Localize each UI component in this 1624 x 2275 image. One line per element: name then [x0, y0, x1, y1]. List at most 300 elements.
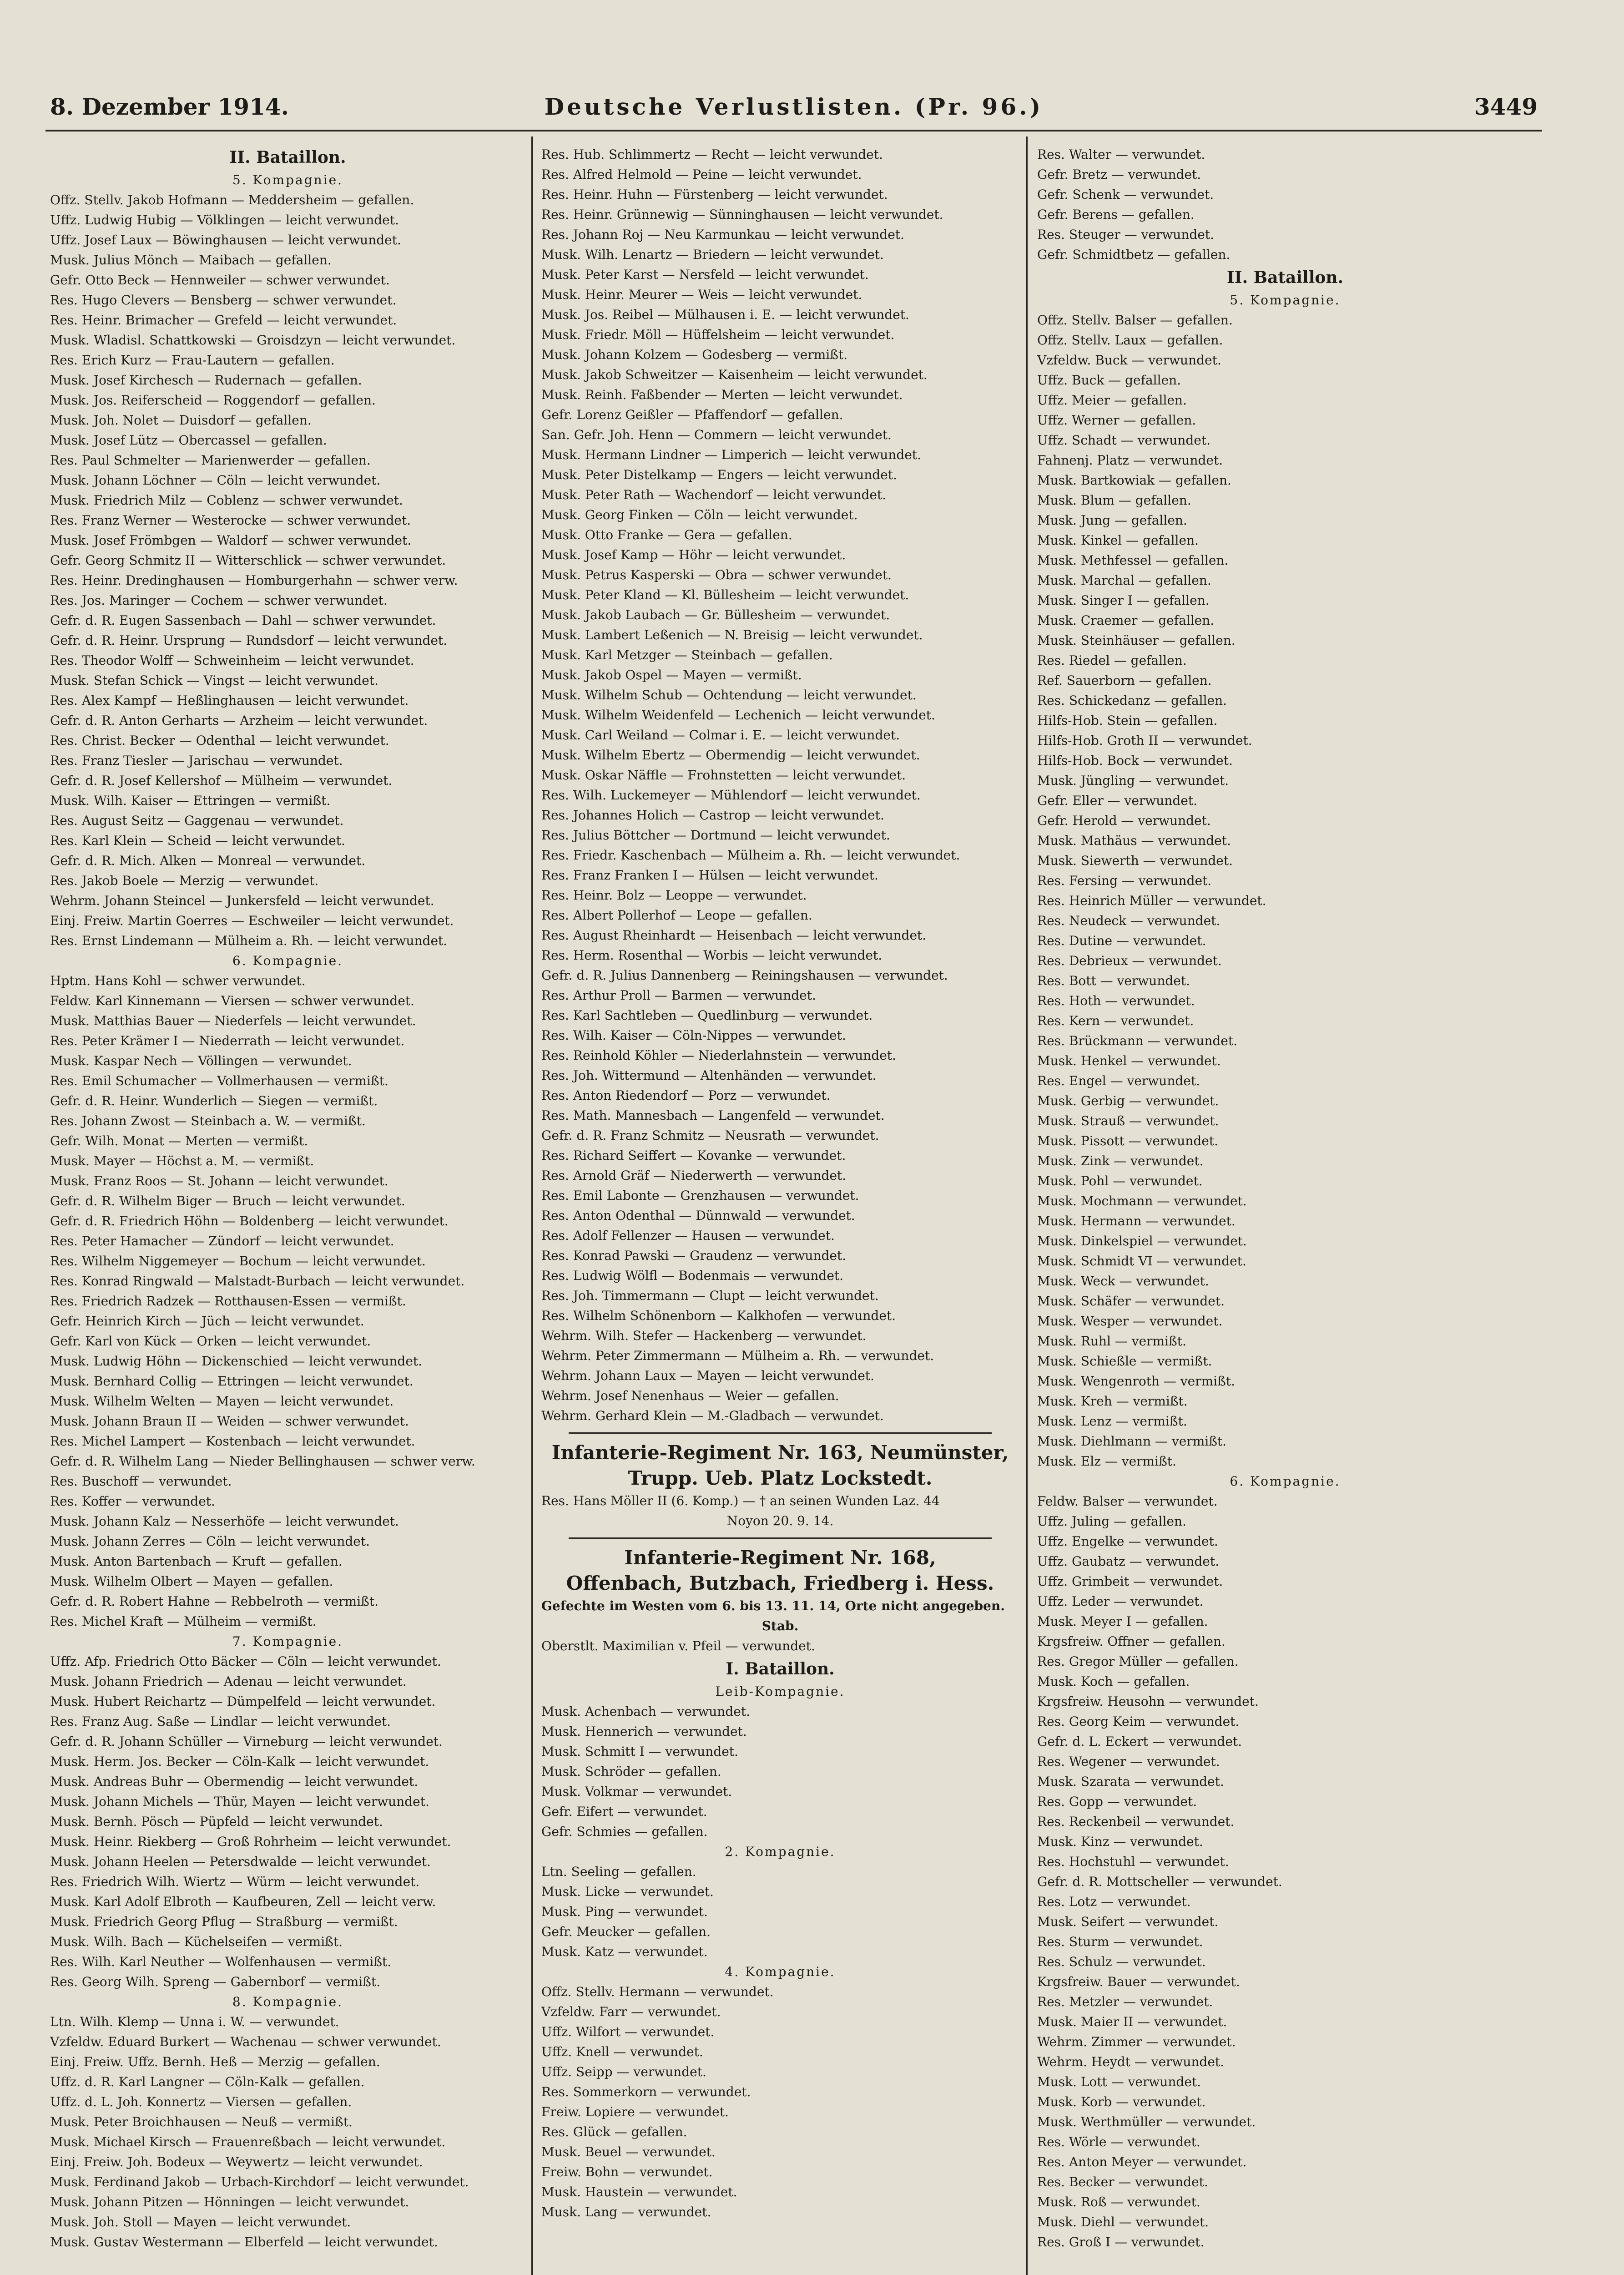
casualty-entry: Res. Erich Kurz — Frau-Lautern — gefallen. [50, 353, 335, 368]
casualty-entry: Res. Arnold Gräf — Niederwerth — verwundet. [541, 1168, 847, 1183]
casualty-entry: Freiw. Lopiere — verwundet. [541, 2104, 729, 2119]
casualty-entry: Musk. Maier II — verwundet. [1037, 2014, 1227, 2029]
casualty-entry: Uffz. Schadt — verwundet. [1037, 433, 1211, 448]
casualty-entry: Musk. Methfessel — gefallen. [1037, 553, 1229, 568]
casualty-entry: Res. Hochstuhl — verwundet. [1037, 1854, 1229, 1869]
battalion-heading: II. Bataillon. [229, 148, 346, 167]
casualty-entry: Res. Math. Mannesbach — Langenfeld — verwundet. [541, 1108, 885, 1123]
casualty-entry: Musk. Pohl — verwundet. [1037, 1173, 1203, 1188]
casualty-entry: Res. Wörle — verwundet. [1037, 2134, 1200, 2149]
casualty-entry: Res. Adolf Fellenzer — Hausen — verwundet. [541, 1228, 835, 1243]
casualty-entry: Musk. Oskar Näffle — Frohnstetten — leicht verwundet. [541, 768, 906, 783]
casualty-entry: Musk. Josef Kamp — Höhr — leicht verwundet. [541, 547, 846, 562]
casualty-entry: Res. Schulz — verwundet. [1037, 1954, 1206, 1969]
casualty-entry: Musk. Wilhelm Welten — Mayen — leicht verwundet. [50, 1394, 394, 1409]
casualty-entry: Gefr. d. R. Wilhelm Biger — Bruch — leicht verwundet. [50, 1193, 405, 1208]
casualty-entry: Res. Arthur Proll — Barmen — verwundet. [541, 988, 816, 1003]
casualty-entry: Musk. Lott — verwundet. [1037, 2074, 1201, 2089]
casualty-entry: Res. Steuger — verwundet. [1037, 227, 1214, 242]
casualty-entry: Uffz. Ludwig Hubig — Völklingen — leicht verwundet. [50, 212, 399, 228]
casualty-entry: Uffz. Buck — gefallen. [1037, 373, 1181, 388]
casualty-entry: Musk. Ruhl — vermißt. [1037, 1334, 1186, 1349]
casualty-entry: Res. Franz Werner — Westerocke — schwer verwundet. [50, 513, 411, 528]
casualty-entry: Musk. Wilh. Bach — Küchelseifen — vermißt. [50, 1934, 343, 1949]
casualty-entry: Musk. Jakob Schweitzer — Kaisenheim — leicht verwundet. [541, 367, 928, 382]
casualty-entry: Res. Heinr. Dredinghausen — Homburgerhahn — schwer verw. [50, 573, 458, 588]
casualty-entry: Musk. Herm. Jos. Becker — Cöln-Kalk — leicht verwundet. [50, 1754, 429, 1769]
casualty-entry: Res. Theodor Wolff — Schweinheim — leicht verwundet. [50, 653, 414, 668]
casualty-entry: Musk. Johann Kolzem — Godesberg — vermißt. [541, 347, 848, 362]
casualty-entry: Musk. Kinkel — gefallen. [1037, 533, 1199, 548]
casualty-entry: Musk. Friedrich Georg Pflug — Straßburg — vermißt. [50, 1914, 398, 1929]
casualty-entry: Feldw. Balser — verwundet. [1037, 1494, 1218, 1509]
casualty-entry: Res. Alex Kampf — Heßlinghausen — leicht verwundet. [50, 693, 409, 708]
casualty-entry: Res. August Rheinhardt — Heisenbach — leicht verwundet. [541, 928, 927, 943]
casualty-entry: Hilfs-Hob. Bock — verwundet. [1037, 753, 1233, 768]
casualty-entry: Res. Heinr. Grünnewig — Sünninghausen — leicht verwundet. [541, 207, 943, 222]
casualty-entry: Musk. Ferdinand Jakob — Urbach-Kirchdorf — leicht verwundet. [50, 2174, 469, 2189]
casualty-entry: Musk. Karl Adolf Elbroth — Kaufbeuren, Zell — leicht verw. [50, 1894, 436, 1909]
casualty-entry: Gefr. Wilh. Monat — Merten — vermißt. [50, 1133, 308, 1148]
casualty-entry: Musk. Peter Broichhausen — Neuß — vermißt. [50, 2114, 353, 2129]
casualty-entry: Gefr. d. R. Heinr. Wunderlich — Siegen — vermißt. [50, 1093, 378, 1108]
casualty-entry: Feldw. Karl Kinnemann — Viersen — schwer verwundet. [50, 993, 415, 1008]
casualty-entry: Musk. Blum — gefallen. [1037, 493, 1191, 508]
casualty-entry: Musk. Strauß — verwundet. [1037, 1113, 1219, 1128]
casualty-entry: Res. Jos. Maringer — Cochem — schwer verwundet. [50, 593, 388, 608]
casualty-entry: Musk. Anton Bartenbach — Kruft — gefallen. [50, 1554, 343, 1569]
casualty-entry: Musk. Julius Mönch — Maibach — gefallen. [50, 253, 332, 268]
casualty-entry: Res. Anton Odenthal — Dünnwald — verwundet. [541, 1208, 855, 1223]
publication-title: Deutsche Verlustlisten. (Pr. 96.) [544, 93, 1044, 120]
casualty-entry: Uffz. Werner — gefallen. [1037, 413, 1196, 428]
casualty-entry: Ltn. Wilh. Klemp — Unna i. W. — verwundet. [50, 2014, 339, 2029]
casualty-entry: Res. Heinr. Brimacher — Grefeld — leicht verwundet. [50, 313, 397, 328]
casualty-entry: Uffz. Knell — verwundet. [541, 2044, 703, 2059]
column-1 [50, 145, 525, 2252]
casualty-entry: Musk. Peter Kland — Kl. Büllesheim — leicht verwundet. [541, 587, 909, 602]
casualty-entry: Musk. Koch — gefallen. [1037, 1674, 1190, 1689]
casualty-entry: Res. Johann Roj — Neu Karmunkau — leicht verwundet. [541, 227, 904, 242]
casualty-entry: Musk. Ping — verwundet. [541, 1904, 708, 1919]
casualty-entry: Oberstlt. Maximilian v. Pfeil — verwundet. [541, 1638, 815, 1653]
casualty-entry: Res. Buschoff — verwundet. [50, 1474, 232, 1489]
casualty-entry: Res. Koffer — verwundet. [50, 1494, 215, 1509]
casualty-entry: Musk. Franz Roos — St. Johann — leicht verwundet. [50, 1173, 388, 1188]
casualty-entry: Musk. Kinz — verwundet. [1037, 1834, 1203, 1849]
casualty-entry: Res. Karl Klein — Scheid — leicht verwundet. [50, 833, 345, 848]
casualty-entry: Musk. Wengenroth — vermißt. [1037, 1374, 1235, 1389]
casualty-entry: Gefr. d. R. Franz Schmitz — Neusrath — verwundet. [541, 1128, 879, 1143]
company-heading: 6. Kompagnie. [1230, 1474, 1341, 1489]
casualty-entry: Res. Julius Böttcher — Dortmund — leicht verwundet. [541, 828, 890, 843]
casualty-entry: Musk. Schießle — vermißt. [1037, 1354, 1212, 1369]
casualty-entry: Gefr. d. L. Eckert — verwundet. [1037, 1734, 1242, 1749]
company-heading: 4. Kompagnie. [725, 1964, 836, 1979]
casualty-entry: Musk. Wilh. Kaiser — Ettringen — vermißt. [50, 793, 331, 808]
casualty-entry: Musk. Achenbach — verwundet. [541, 1704, 750, 1719]
casualty-entry: Musk. Johann Heelen — Petersdwalde — leicht verwundet. [50, 1854, 431, 1869]
casualty-entry: Musk. Friedrich Milz — Coblenz — schwer verwundet. [50, 493, 403, 508]
casualty-entry: Res. Bott — verwundet. [1037, 973, 1190, 988]
casualty-entry: Musk. Josef Kirchesch — Rudernach — gefallen. [50, 373, 362, 388]
casualty-entry: Musk. Johann Michels — Thür, Mayen — leicht verwundet. [50, 1794, 429, 1809]
casualty-entry: Musk. Marchal — gefallen. [1037, 573, 1211, 588]
casualty-entry: Musk. Josef Lütz — Obercassel — gefallen. [50, 433, 327, 448]
casualty-entry: Res. Neudeck — verwundet. [1037, 913, 1221, 928]
casualty-entry: Wehrm. Johann Steincel — Junkersfeld — leicht verwundet. [50, 893, 434, 908]
casualty-entry: Musk. Heinr. Meurer — Weis — leicht verwundet. [541, 287, 862, 302]
casualty-entry: Ref. Sauerborn — gefallen. [1037, 673, 1212, 688]
casualty-entry: Wehrm. Wilh. Stefer — Hackenberg — verwundet. [541, 1328, 867, 1343]
casualty-entry: Einj. Freiw. Uffz. Bernh. Heß — Merzig — gefallen. [50, 2054, 380, 2069]
casualty-entry: Musk. Licke — verwundet. [541, 1884, 714, 1899]
casualty-entry: Musk. Friedr. Möll — Hüffelsheim — leicht verwundet. [541, 327, 895, 342]
casualty-entry: Musk. Otto Franke — Gera — gefallen. [541, 527, 792, 542]
casualty-entry: Res. Glück — gefallen. [541, 2124, 687, 2139]
casualty-entry: Musk. Wilhelm Ebertz — Obermendig — leicht verwundet. [541, 748, 920, 763]
issue-date: 8. Dezember 1914. [50, 93, 289, 120]
casualty-entry: Res. Joh. Timmermann — Clupt — leicht verwundet. [541, 1288, 879, 1303]
battalion-heading: I. Bataillon. [726, 1659, 835, 1678]
casualty-entry: Musk. Joh. Nolet — Duisdorf — gefallen. [50, 413, 312, 428]
casualty-entry: Hilfs-Hob. Groth II — verwundet. [1037, 733, 1252, 748]
casualty-entry: Gefr. d. R. Anton Gerharts — Arzheim — leicht verwundet. [50, 713, 428, 728]
casualty-entry: Offz. Stellv. Balser — gefallen. [1037, 313, 1233, 328]
casualty-entry: Offz. Stellv. Hermann — verwundet. [541, 1984, 774, 1999]
casualty-entry: Uffz. Wilfort — verwundet. [541, 2024, 715, 2039]
casualty-entry: Gefr. Eifert — verwundet. [541, 1804, 707, 1819]
casualty-entry: Gefr. Eller — verwundet. [1037, 793, 1197, 808]
casualty-entry: Res. Peter Krämer I — Niederrath — leicht verwundet. [50, 1033, 405, 1048]
casualty-entry: Musk. Wladisl. Schattkowski — Groisdzyn — leicht verwundet. [50, 333, 456, 348]
casualty-entry: Musk. Hennerich — verwundet. [541, 1724, 747, 1739]
casualty-entry: San. Gefr. Joh. Henn — Commern — leicht verwundet. [541, 427, 892, 442]
casualty-entry: Gefr. d. R. Heinr. Ursprung — Rundsdorf — leicht verwundet. [50, 633, 448, 648]
casualty-entry: Musk. Gustav Westermann — Elberfeld — leicht verwundet. [50, 2235, 438, 2250]
casualty-entry: Musk. Wesper — verwundet. [1037, 1314, 1223, 1329]
casualty-entry: Gefr. d. R. Julius Dannenberg — Reiningshausen — verwundet. [541, 968, 948, 983]
casualty-entry: Musk. Josef Frömbgen — Waldorf — schwer verwundet. [50, 533, 412, 548]
casualty-entry: Musk. Zink — verwundet. [1037, 1153, 1204, 1168]
casualty-entry: Uffz. d. R. Karl Langner — Cöln-Kalk — gefallen. [50, 2074, 365, 2089]
casualty-entry: Res. Albert Pollerhof — Leope — gefallen. [541, 908, 812, 923]
casualty-entry: Wehrm. Heydt — verwundet. [1037, 2054, 1225, 2069]
casualty-entry: Wehrm. Peter Zimmermann — Mülheim a. Rh. — verwundet. [541, 1348, 934, 1363]
column-divider [1026, 136, 1028, 2275]
casualty-entry: Res. Christ. Becker — Odenthal — leicht verwundet. [50, 733, 389, 748]
casualty-entry: Musk. Werthmüller — verwundet. [1037, 2114, 1256, 2129]
casualty-entry: Res. Wilhelm Schönenborn — Kalkhofen — verwundet. [541, 1308, 896, 1323]
casualty-entry: Wehrm. Zimmer — verwundet. [1037, 2034, 1236, 2049]
casualty-entry: Res. Ernst Lindemann — Mülheim a. Rh. — leicht verwundet. [50, 933, 448, 948]
casualty-entry: Gefr. d. R. Wilhelm Lang — Nieder Bellinghausen — schwer verw. [50, 1454, 475, 1469]
casualty-entry: Wehrm. Gerhard Klein — M.-Gladbach — verwundet. [541, 1408, 884, 1423]
casualty-entry: Res. Georg Keim — verwundet. [1037, 1714, 1240, 1729]
casualty-entry: Einj. Freiw. Martin Goerres — Eschweiler — leicht verwundet. [50, 913, 454, 928]
casualty-entry: Musk. Craemer — gefallen. [1037, 613, 1215, 628]
casualty-entry: Musk. Johann Friedrich — Adenau — leicht verwundet. [50, 1674, 407, 1689]
casualty-entry: Res. Sturm — verwundet. [1037, 1934, 1203, 1949]
casualty-entry: Krgsfreiw. Offner — gefallen. [1037, 1634, 1226, 1649]
casualty-entry: Musk. Schmitt I — verwundet. [541, 1744, 738, 1759]
casualty-entry: Hptm. Hans Kohl — schwer verwundet. [50, 973, 306, 988]
casualty-entry: Ltn. Seeling — gefallen. [541, 1864, 696, 1879]
casualty-entry: Gefechte im Westen vom 6. bis 13. 11. 14, Orte nicht angegeben. [541, 1598, 1005, 1613]
casualty-entry: Res. Johann Zwost — Steinbach a. W. — vermißt. [50, 1113, 366, 1128]
casualty-entry: Gefr. Lorenz Geißler — Pfaffendorf — gefallen. [541, 407, 843, 422]
casualty-entry: Musk. Johann Braun II — Weiden — schwer verwundet. [50, 1414, 409, 1429]
section-separator [569, 1537, 992, 1539]
casualty-entry: Res. Friedrich Wilh. Wiertz — Würm — leicht verwundet. [50, 1874, 420, 1889]
company-heading: 5. Kompagnie. [1230, 293, 1341, 308]
casualty-entry: Res. Heinr. Huhn — Fürstenberg — leicht verwundet. [541, 187, 888, 202]
casualty-entry: Musk. Bernhard Collig — Ettringen — leicht verwundet. [50, 1374, 414, 1389]
casualty-entry: Musk. Carl Weiland — Colmar i. E. — leicht verwundet. [541, 728, 900, 743]
casualty-entry: Res. Lotz — verwundet. [1037, 1894, 1191, 1909]
casualty-entry: Gefr. Schenk — verwundet. [1037, 187, 1214, 202]
casualty-entry: Musk. Andreas Buhr — Obermendig — leicht verwundet. [50, 1774, 419, 1789]
casualty-entry: Res. Walter — verwundet. [1037, 147, 1205, 162]
casualty-entry: Musk. Jos. Reiferscheid — Roggendorf — gefallen. [50, 393, 376, 408]
casualty-entry: Musk. Wilh. Lenartz — Briedern — leicht verwundet. [541, 247, 884, 262]
casualty-entry: Gefr. d. R. Friedrich Höhn — Boldenberg — leicht verwundet. [50, 1213, 449, 1228]
casualty-entry: Musk. Johann Zerres — Cöln — leicht verwundet. [50, 1534, 370, 1549]
casualty-entry: Musk. Joh. Stoll — Mayen — leicht verwundet. [50, 2214, 351, 2230]
casualty-entry: Hilfs-Hob. Stein — gefallen. [1037, 713, 1218, 728]
casualty-entry: Res. Metzler — verwundet. [1037, 1994, 1213, 2009]
casualty-entry: Vzfeldw. Buck — verwundet. [1037, 353, 1221, 368]
casualty-entry: Res. Michel Lampert — Kostenbach — leicht verwundet. [50, 1434, 415, 1449]
casualty-entry: Uffz. Juling — gefallen. [1037, 1514, 1186, 1529]
casualty-entry: Res. Friedrich Radzek — Rotthausen-Essen — vermißt. [50, 1294, 406, 1309]
casualty-entry: Musk. Reinh. Faßbender — Merten — leicht verwundet. [541, 387, 903, 402]
casualty-entry: Res. Wilh. Karl Neuther — Wolfenhausen — vermißt. [50, 1954, 392, 1969]
casualty-entry: Musk. Ludwig Höhn — Dickenschied — leicht verwundet. [50, 1354, 423, 1369]
casualty-entry: Musk. Mochmann — verwundet. [1037, 1193, 1247, 1208]
casualty-entry: Res. Hoth — verwundet. [1037, 993, 1195, 1008]
casualty-entry: Musk. Peter Distelkamp — Engers — leicht verwundet. [541, 467, 897, 482]
casualty-entry: Gefr. d. R. Mich. Alken — Monreal — verwundet. [50, 853, 366, 868]
casualty-entry: Fahnenj. Platz — verwundet. [1037, 453, 1223, 468]
casualty-entry: Gefr. Meucker — gefallen. [541, 1924, 711, 1939]
casualty-entry: Musk. Bartkowiak — gefallen. [1037, 473, 1231, 488]
casualty-entry: Musk. Johann Löchner — Cöln — leicht verwundet. [50, 473, 381, 488]
casualty-entry: Musk. Jung — gefallen. [1037, 513, 1187, 528]
casualty-entry: Gefr. d. R. Eugen Sassenbach — Dahl — schwer verwundet. [50, 613, 436, 628]
company-heading: Leib-Kompagnie. [715, 1684, 845, 1699]
casualty-entry: Gefr. Schmidtbetz — gefallen. [1037, 247, 1231, 262]
casualty-entry: Musk. Matthias Bauer — Niederfels — leicht verwundet. [50, 1013, 416, 1028]
centered-line: Noyon 20. 9. 14. [726, 1513, 834, 1528]
casualty-entry: Res. Karl Sachtleben — Quedlinburg — verwundet. [541, 1008, 873, 1023]
company-heading: 2. Kompagnie. [725, 1844, 836, 1859]
casualty-entry: Musk. Georg Finken — Cöln — leicht verwundet. [541, 507, 858, 522]
casualty-entry: Res. Richard Seiffert — Kovanke — verwundet. [541, 1148, 846, 1163]
section-separator [569, 1432, 992, 1434]
casualty-entry: Musk. Peter Rath — Wachendorf — leicht verwundet. [541, 487, 887, 502]
casualty-entry: Musk. Katz — verwundet. [541, 1944, 708, 1959]
casualty-entry: Musk. Hermann — verwundet. [1037, 1213, 1236, 1228]
casualty-entry: Musk. Michael Kirsch — Frauenreßbach — leicht verwundet. [50, 2134, 446, 2149]
casualty-entry: Gefr. Otto Beck — Hennweiler — schwer verwundet. [50, 273, 390, 288]
casualty-entry: Res. Wegener — verwundet. [1037, 1754, 1220, 1769]
casualty-entry: Musk. Volkmar — verwundet. [541, 1784, 732, 1799]
casualty-entry: Musk. Jakob Laubach — Gr. Büllesheim — verwundet. [541, 607, 890, 622]
casualty-entry: Res. Becker — verwundet. [1037, 2174, 1208, 2189]
casualty-entry: Res. August Seitz — Gaggenau — verwundet. [50, 813, 344, 828]
casualty-entry: Gefr. d. R. Johann Schüller — Virneburg — leicht verwundet. [50, 1734, 443, 1749]
battalion-heading: II. Bataillon. [1226, 268, 1344, 287]
casualty-entry: Musk. Hermann Lindner — Limperich — leicht verwundet. [541, 447, 921, 462]
casualty-entry: Res. Heinr. Bolz — Leoppe — verwundet. [541, 888, 807, 903]
casualty-entry: Res. Heinrich Müller — verwundet. [1037, 893, 1266, 908]
casualty-entry: Musk. Johann Kalz — Nesserhöfe — leicht verwundet. [50, 1514, 399, 1529]
casualty-entry: Musk. Kaspar Nech — Völlingen — verwundet. [50, 1053, 352, 1068]
casualty-entry: Res. Joh. Wittermund — Altenhänden — verwundet. [541, 1068, 877, 1083]
casualty-entry: Musk. Steinhäuser — gefallen. [1037, 633, 1236, 648]
casualty-entry: Uffz. Meier — gefallen. [1037, 393, 1187, 408]
casualty-entry: Uffz. d. L. Joh. Konnertz — Viersen — gefallen. [50, 2094, 352, 2109]
casualty-entry: Musk. Dinkelspiel — verwundet. [1037, 1234, 1247, 1249]
casualty-entry: Musk. Karl Metzger — Steinbach — gefallen. [541, 647, 833, 662]
casualty-entry: Res. Konrad Pawski — Graudenz — verwundet. [541, 1248, 847, 1263]
casualty-entry: Res. Engel — verwundet. [1037, 1073, 1200, 1088]
casualty-entry: Offz. Stellv. Jakob Hofmann — Meddersheim — gefallen. [50, 192, 414, 207]
casualty-entry: Gefr. Heinrich Kirch — Jüch — leicht verwundet. [50, 1314, 364, 1329]
regiment-heading: Infanterie-Regiment Nr. 163, Neumünster, [551, 1441, 1009, 1464]
casualty-entry: Musk. Schmidt VI — verwundet. [1037, 1254, 1246, 1269]
casualty-entry: Uffz. Josef Laux — Böwinghausen — leicht verwundet. [50, 233, 401, 248]
casualty-entry: Musk. Wilhelm Olbert — Mayen — gefallen. [50, 1574, 333, 1589]
casualty-entry: Musk. Gerbig — verwundet. [1037, 1093, 1219, 1108]
casualty-entry: Musk. Weck — verwundet. [1037, 1274, 1209, 1289]
casualty-entry: Vzfeldw. Farr — verwundet. [541, 2004, 721, 2019]
casualty-entry: Gefr. d. R. Robert Hahne — Rebbelroth — vermißt. [50, 1594, 379, 1609]
casualty-entry: Musk. Jos. Reibel — Mülhausen i. E. — leicht verwundet. [541, 307, 909, 322]
casualty-entry: Musk. Seifert — verwundet. [1037, 1914, 1219, 1929]
page-number: 3449 [1474, 93, 1538, 120]
casualty-entry: Res. Emil Labonte — Grenzhausen — verwundet. [541, 1188, 859, 1203]
casualty-entry: Musk. Haustein — verwundet. [541, 2184, 737, 2199]
casualty-entry: Res. Johannes Holich — Castrop — leicht verwundet. [541, 808, 884, 823]
casualty-entry: Gefr. d. R. Mottscheller — verwundet. [1037, 1874, 1282, 1889]
casualty-entry: Res. Schickedanz — gefallen. [1037, 693, 1227, 708]
casualty-entry: Musk. Lambert Leßenich — N. Breisig — leicht verwundet. [541, 627, 923, 642]
casualty-entry: Musk. Peter Karst — Nersfeld — leicht verwundet. [541, 267, 869, 282]
casualty-entry: Musk. Lang — verwundet. [541, 2204, 711, 2219]
casualty-entry: Uffz. Engelke — verwundet. [1037, 1534, 1218, 1549]
casualty-entry: Res. Reinhold Köhler — Niederlahnstein — verwundet. [541, 1048, 896, 1063]
casualty-entry: Res. Peter Hamacher — Zündorf — leicht verwundet. [50, 1234, 394, 1249]
casualty-entry: Res. Michel Kraft — Mülheim — vermißt. [50, 1614, 317, 1629]
casualty-entry: Res. Franz Tiesler — Jarischau — verwundet. [50, 753, 343, 768]
casualty-entry: Res. Konrad Ringwald — Malstadt-Burbach — leicht verwundet. [50, 1274, 465, 1289]
casualty-entry: Res. Alfred Helmold — Peine — leicht verwundet. [541, 167, 862, 182]
casualty-entry: Res. Gregor Müller — gefallen. [1037, 1654, 1239, 1669]
casualty-entry: Res. Anton Riedendorf — Porz — verwundet. [541, 1088, 831, 1103]
casualty-entry: Musk. Korb — verwundet. [1037, 2094, 1206, 2109]
casualty-entry: Wehrm. Josef Nenenhaus — Weier — gefallen. [541, 1388, 839, 1403]
casualty-entry: Res. Debrieux — verwundet. [1037, 953, 1222, 968]
casualty-entry: Res. Kern — verwundet. [1037, 1013, 1194, 1028]
casualty-entry: Uffz. Afp. Friedrich Otto Bäcker — Cöln — leicht verwundet. [50, 1654, 441, 1669]
regiment-heading: Trupp. Ueb. Platz Lockstedt. [628, 1467, 933, 1489]
casualty-entry: Res. Friedr. Kaschenbach — Mülheim a. Rh. — leicht verwundet. [541, 848, 960, 863]
casualty-entry: Musk. Schäfer — verwundet. [1037, 1294, 1225, 1309]
casualty-entry: Musk. Pissott — verwundet. [1037, 1133, 1218, 1148]
company-heading: 6. Kompagnie. [232, 953, 343, 968]
page-header [50, 89, 1538, 125]
casualty-entry: Res. Ludwig Wölfl — Bodenmais — verwundet. [541, 1268, 844, 1283]
column-divider [531, 136, 533, 2275]
casualty-entry: Res. Hub. Schlimmertz — Recht — leicht verwundet. [541, 147, 883, 162]
casualty-entry: Wehrm. Johann Laux — Mayen — leicht verwundet. [541, 1368, 874, 1383]
column-2 [541, 145, 1019, 2222]
casualty-entry: Musk. Meyer I — gefallen. [1037, 1614, 1208, 1629]
casualty-entry: Res. Herm. Rosenthal — Worbis — leicht verwundet. [541, 948, 883, 963]
casualty-entry: Gefr. Georg Schmitz II — Witterschlick — schwer verwundet. [50, 553, 446, 568]
casualty-entry: Uffz. Grimbeit — verwundet. [1037, 1574, 1223, 1589]
casualty-entry: Musk. Jüngling — verwundet. [1037, 773, 1229, 788]
column-3 [1037, 145, 1533, 2252]
casualty-entry: Musk. Wilhelm Weidenfeld — Lechenich — leicht verwundet. [541, 708, 935, 723]
casualty-entry: Gefr. Herold — verwundet. [1037, 813, 1211, 828]
casualty-entry: Res. Reckenbeil — verwundet. [1037, 1814, 1235, 1829]
casualty-entry: Gefr. d. R. Josef Kellershof — Mülheim — verwundet. [50, 773, 393, 788]
casualty-entry: Res. Dutine — verwundet. [1037, 933, 1206, 948]
casualty-entry: Res. Gopp — verwundet. [1037, 1794, 1197, 1809]
casualty-entry: Musk. Roß — verwundet. [1037, 2194, 1200, 2209]
regiment-heading: Offenbach, Butzbach, Friedberg i. Hess. [566, 1572, 994, 1594]
casualty-entry: Krgsfreiw. Bauer — verwundet. [1037, 1974, 1240, 1989]
casualty-entry: Gefr. Berens — gefallen. [1037, 207, 1195, 222]
casualty-entry: Gefr. Bretz — verwundet. [1037, 167, 1201, 182]
casualty-entry: Res. Franz Franken I — Hülsen — leicht verwundet. [541, 868, 878, 883]
company-heading: 5. Kompagnie. [232, 172, 343, 187]
casualty-entry: Musk. Kreh — vermißt. [1037, 1394, 1188, 1409]
casualty-entry: Res. Wilhelm Niggemeyer — Bochum — leicht verwundet. [50, 1254, 426, 1269]
casualty-entry: Musk. Heinr. Riekberg — Groß Rohrheim — leicht verwundet. [50, 1834, 451, 1849]
casualty-entry: Offz. Stellv. Laux — gefallen. [1037, 333, 1223, 348]
casualty-entry: Musk. Stefan Schick — Vingst — leicht verwundet. [50, 673, 378, 688]
casualty-entry: Vzfeldw. Eduard Burkert — Wachenau — schwer verwundet. [50, 2034, 441, 2049]
header-rule [45, 130, 1542, 131]
casualty-entry: Res. Riedel — gefallen. [1037, 653, 1187, 668]
casualty-entry: Uffz. Gaubatz — verwundet. [1037, 1554, 1220, 1569]
casualty-entry: Musk. Wilhelm Schub — Ochtendung — leicht verwundet. [541, 688, 917, 703]
casualty-entry: Krgsfreiw. Heusohn — verwundet. [1037, 1694, 1259, 1709]
casualty-entry: Res. Paul Schmelter — Marienwerder — gefallen. [50, 453, 371, 468]
casualty-entry: Gefr. Karl von Kück — Orken — leicht verwundet. [50, 1334, 371, 1349]
casualty-entry: Musk. Hubert Reichartz — Dümpelfeld — leicht verwundet. [50, 1694, 436, 1709]
casualty-entry: Musk. Mayer — Höchst a. M. — vermißt. [50, 1153, 314, 1168]
casualty-entry: Musk. Siewerth — verwundet. [1037, 853, 1233, 868]
casualty-entry: Freiw. Bohn — verwundet. [541, 2164, 713, 2179]
casualty-entry: Musk. Beuel — verwundet. [541, 2144, 716, 2159]
casualty-entry: Res. Franz Aug. Saße — Lindlar — leicht verwundet. [50, 1714, 391, 1729]
casualty-entry: Musk. Singer I — gefallen. [1037, 593, 1210, 608]
casualty-entry: Gefr. Schmies — gefallen. [541, 1824, 708, 1839]
casualty-entry: Musk. Johann Pitzen — Hönningen — leicht verwundet. [50, 2194, 409, 2209]
casualty-entry: Res. Wilh. Luckemeyer — Mühlendorf — leicht verwundet. [541, 788, 921, 803]
company-heading: 7. Kompagnie. [232, 1634, 343, 1649]
casualty-entry: Musk. Schröder — gefallen. [541, 1764, 721, 1779]
casualty-entry: Res. Hans Möller II (6. Komp.) — † an seinen Wunden Laz. 44 [541, 1493, 940, 1508]
casualty-entry: Uffz. Leder — verwundet. [1037, 1594, 1204, 1609]
casualty-entry: Res. Wilh. Kaiser — Cöln-Nippes — verwundet. [541, 1028, 846, 1043]
casualty-entry: Res. Georg Wilh. Spreng — Gabernborf — vermißt. [50, 1974, 381, 1989]
